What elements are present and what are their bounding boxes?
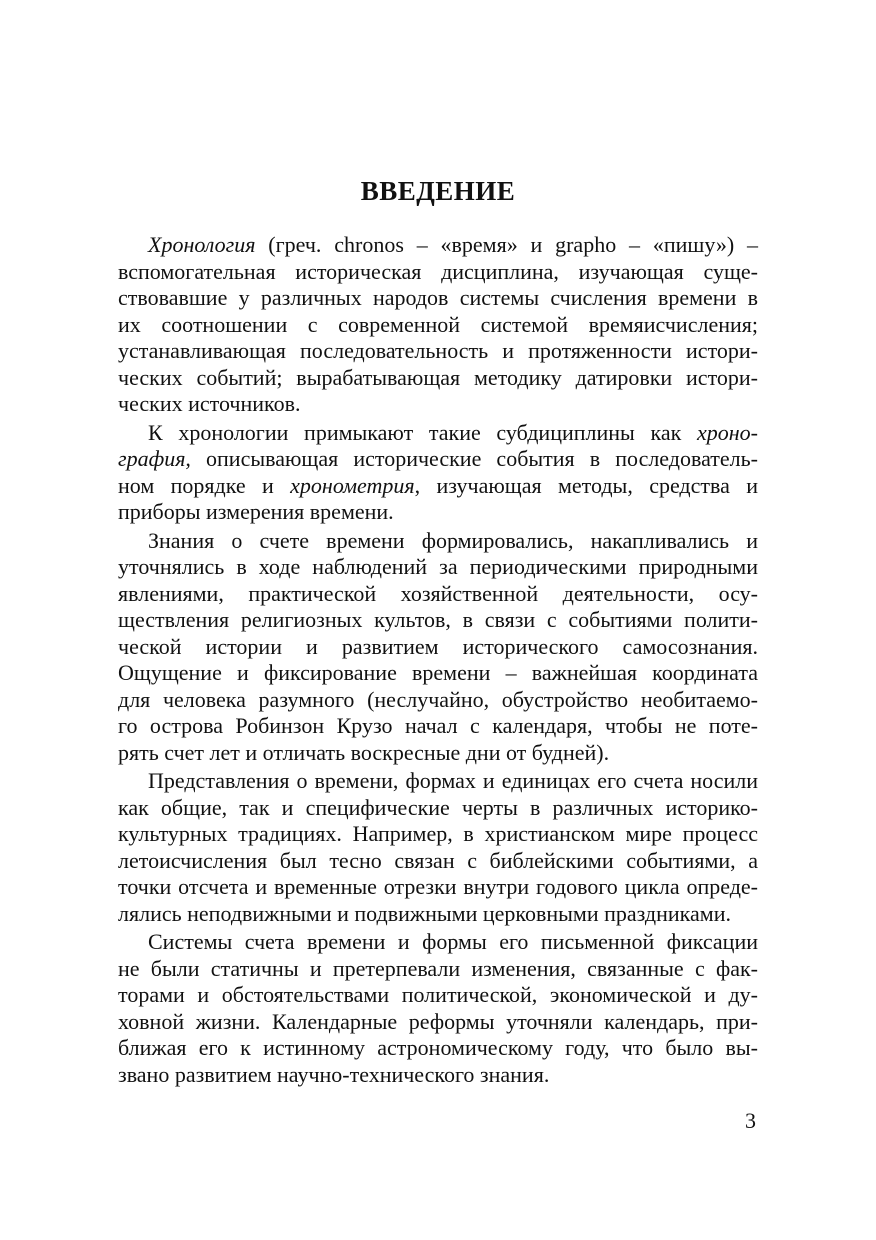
- text-line: лялись неподвижными и подвижными церковными праздниками.: [118, 900, 731, 926]
- text-line: ствовавшие у различных народов системы счисления времени в: [118, 285, 758, 310]
- term-chronography-end: графия,: [118, 446, 191, 471]
- text-line: рять счет лет и отличать воскресные дни от будней).: [118, 739, 610, 765]
- paragraph-chronology-definition: [118, 232, 758, 418]
- text-line: вспомогательная историческая дисциплина, изучающая суще-: [118, 258, 758, 284]
- text-line: ближая его к истинному астрономическому году, что было вы-: [118, 1035, 758, 1060]
- text-line: ществления религиозных культов, в связи с событиями полити-: [118, 607, 758, 632]
- text-line: уточнялись в ходе наблюдений за периодическими природными: [118, 554, 758, 579]
- text-line: точки отсчета и временные отрезки внутри годового цикла опреде-: [118, 874, 758, 899]
- text-line: их соотношении с современной системой времяисчисления;: [118, 311, 758, 337]
- text-line: летоисчисления был тесно связан с библейскими событиями, а: [118, 847, 758, 873]
- term-chronography: хроно-: [696, 419, 758, 445]
- body-text: [118, 232, 758, 1088]
- text-line: ческой истории и развитием исторического самосознания.: [118, 633, 758, 659]
- paragraph-knowledge-of-time: [118, 528, 758, 767]
- text-line: для человека разумного (неслучайно, обустройство необитаемо-: [118, 686, 758, 712]
- text-line: как общие, так и специфические черты в различных историко-: [118, 794, 758, 820]
- text-line: го острова Робинзон Крузо начал с календаря, чтобы не поте-: [118, 713, 758, 738]
- page-number: 3: [745, 1108, 756, 1133]
- paragraph-calendar-reforms: [118, 929, 758, 1088]
- text-line: ческих источников.: [118, 391, 301, 416]
- text-line: Системы счета времени и формы его письменной фиксации: [148, 929, 758, 954]
- paragraph-cultural-traditions: [118, 768, 758, 927]
- text-line: Представления о времени, формах и единицах его счета носили: [148, 768, 758, 793]
- text-line: торами и обстоятельствами политической, экономической и ду-: [118, 982, 758, 1007]
- page-title: ВВЕДЕНИЕ: [360, 176, 516, 206]
- text-line: Знания о счете времени формировались, накапливались и: [148, 527, 758, 553]
- text-line: не были статичны и претерпевали изменения, связанные с фак-: [118, 955, 758, 981]
- text-line: графия, описывающая исторические события в последователь-: [118, 446, 758, 471]
- text-line: ческих событий; вырабатывающая методику датировки истори-: [118, 364, 758, 390]
- text-line: явлениями, практической хозяйственной деятельности, осу-: [118, 580, 758, 606]
- text-line: звано развитием научно-технического знания.: [118, 1061, 550, 1087]
- term-chronology: Хронология: [148, 232, 256, 257]
- text-line: приборы измерения времени.: [118, 499, 394, 524]
- paragraph-subdisciplines: [118, 420, 758, 526]
- text-line: ном порядке и хронометрия, изучающая методы, средства и: [118, 472, 759, 498]
- text-line: Ощущение и фиксирование времени – важнейшая координата: [118, 660, 758, 685]
- text-line: Хронология (греч. chronos – «время» и grapho – «пишу») –: [148, 232, 758, 257]
- text-line: ховной жизни. Календарные реформы уточняли календарь, при-: [118, 1008, 758, 1034]
- text-line: К хронологии примыкают такие субдициплины как хроно-: [148, 419, 758, 445]
- text-line: устанавливающая последовательность и протяженности истори-: [118, 338, 758, 363]
- term-chronometry: хронометрия: [290, 472, 415, 498]
- text-line: культурных традициях. Например, в христианском мире процесс: [118, 821, 758, 846]
